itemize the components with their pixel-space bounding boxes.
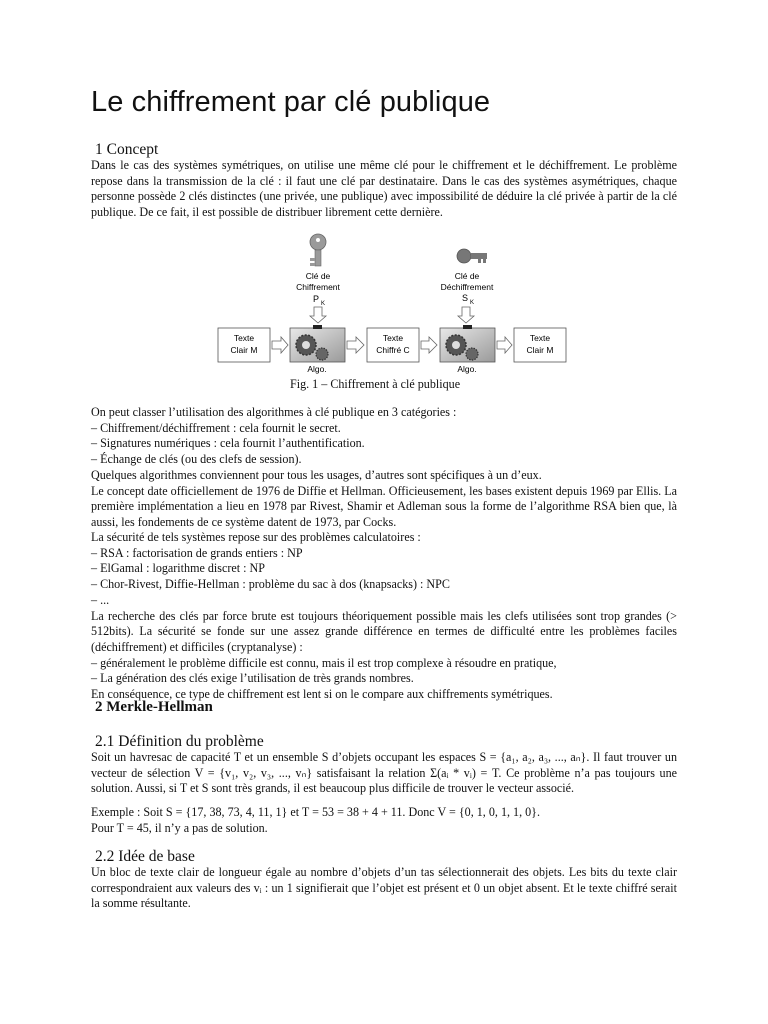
security-block [91,530,677,703]
key2-label-line2: Déchiffrement [440,282,494,292]
arrow-down-icon [310,307,326,323]
box2-line1: Texte [382,333,404,343]
arrow-right-icon [421,337,437,353]
algo-box-decrypt [440,325,495,362]
public-key-diagram [212,224,572,374]
arrow-right-icon [497,337,512,353]
box3-line2: Clair M [526,345,554,355]
algo1-label: Algo. [307,364,327,374]
key2-label-line1: Clé de [454,271,480,281]
subsection-heading-basic-idea: 2.2 Idée de base [95,848,195,865]
box2-line2: Chiffré C [376,345,410,355]
box1-line1: Texte [233,333,255,343]
arrow-right-icon [272,337,288,353]
page-title: Le chiffrement par clé publique [91,86,491,118]
text-line: On peut classer l’utilisation des algorithmes à clé publique en 3 catégories : [91,405,457,419]
text-line: – La génération des clés exige l’utilisation de très grands nombres. [91,671,414,686]
decryption-key-icon [457,249,487,263]
text-line: Quelques algorithmes conviennent pour tous les usages, d’autres sont spécifiques à un d’eux. [91,467,542,482]
text-line: – RSA : factorisation de grands entiers : NP [91,545,303,560]
algo2-label: Algo. [457,364,477,374]
section-heading-merkle-hellman: 2 Merkle-Hellman [95,699,213,715]
example-line: Pour T = 45, il n’y a pas de solution. [91,820,268,835]
encryption-key-icon [310,234,326,266]
text-line: En conséquence, ce type de chiffrement est lent si on le compare aux chiffrements symétriques. [91,687,553,702]
arrow-right-icon [347,337,364,353]
key1-label-line1: Clé de [305,271,331,281]
section-heading-concept: 1 Concept [95,141,159,158]
text-line: – Signatures numériques : cela fournit l’authentification. [91,436,365,451]
categories-block [91,405,677,531]
key2-symbol: S [461,293,469,303]
example-block [91,805,677,836]
text-line: – Échange de clés (ou des clefs de session). [91,452,302,467]
text-line: – généralement le problème difficile est connu, mais il est trop complexe à résoudre en pratique, [91,655,557,670]
key2-subscript: K [470,300,475,306]
text-line: – Chiffrement/déchiffrement : cela fournit le secret. [91,420,341,435]
text-line: La sécurité de tels systèmes repose sur des problèmes calculatoires : [91,530,421,544]
box3-line1: Texte [529,333,551,343]
key1-symbol: P [312,294,320,304]
text-line: – Chor-Rivest, Diffie-Hellman : problème du sac à dos (knapsacks) : NPC [91,577,450,592]
history-paragraph: Le concept date officiellement de 1976 de Diffie et Hellman. Officieusement, les bases existent depuis 1969 par Ellis. La première implémentation a lieu en 1978 par Rivest, Shamir et Adleman sous la forme de l’algorithme RSA bien que, là aussi, les fondements de ce système datent de 1973, par Cocks. [91,483,677,529]
figure-caption: Fig. 1 – Chiffrement à clé publique [290,377,461,391]
key1-subscript: K [321,301,326,307]
subsection-heading-definition: 2.1 Définition du problème [95,733,264,750]
arrow-down-icon [458,307,474,323]
basic-idea-paragraph: Un bloc de texte clair de longueur égale au nombre d’objets d’un tas sélectionnerait des objets. Les bits du texte clair correspondraient aux valeurs des vᵢ : un 1 signifierait que l’objet est présent et 0 un objet absent. Et le texte chiffré serait la somme résultante. [91,865,677,911]
example-line: Exemple : Soit S = {17, 38, 73, 4, 11, 1} et T = 53 = 38 + 4 + 11. Donc V = {0, 1, 0, 1, 1, 0}. [91,805,541,819]
key1-label-line2: Chiffrement [296,282,340,292]
brute-force-paragraph: La recherche des clés par force brute est toujours théoriquement possible mais les clefs utilisées sont trop grandes (> 512bits). La sécurité se fonde sur une assez grande différence en termes de difficulté entre les problèmes faciles (déchiffrement) et difficiles (cryptanalyse) : [91,608,677,654]
text-line: – ... [91,592,110,607]
algo-box-encrypt [290,325,345,362]
box1-line2: Clair M [230,345,258,355]
concept-paragraph: Dans le cas des systèmes symétriques, on utilise une même clé pour le chiffrement et le déchiffrement. Le problème repose dans la transmission de la clé : il faut une clé par destinataire. Dans le cas des systèmes asymétriques, chaque personne possède 2 clés distinctes (une privée, une publique) avec impossibilité de déduire la clé privée à partir de la clé publique. De ce fait, il est possible de distribuer librement cette dernière. [91,158,677,220]
definition-paragraph: Soit un havresac de capacité T et un ensemble S d’objets occupant les espaces S = {a₁, a₂, a₃, ..., aₙ}. Il faut trouver un vecteur de sélection V = {v₁, v₂, v₃, ..., vₙ} satisfaisant la relation Σ(aᵢ * vᵢ) = T. Ce problème n’a pas toujours une solution. Aussi, si T et S sont très grands, il est beaucoup plus difficile de trouver le vecteur associé. [91,750,677,796]
text-line: – ElGamal : logarithme discret : NP [91,561,265,576]
